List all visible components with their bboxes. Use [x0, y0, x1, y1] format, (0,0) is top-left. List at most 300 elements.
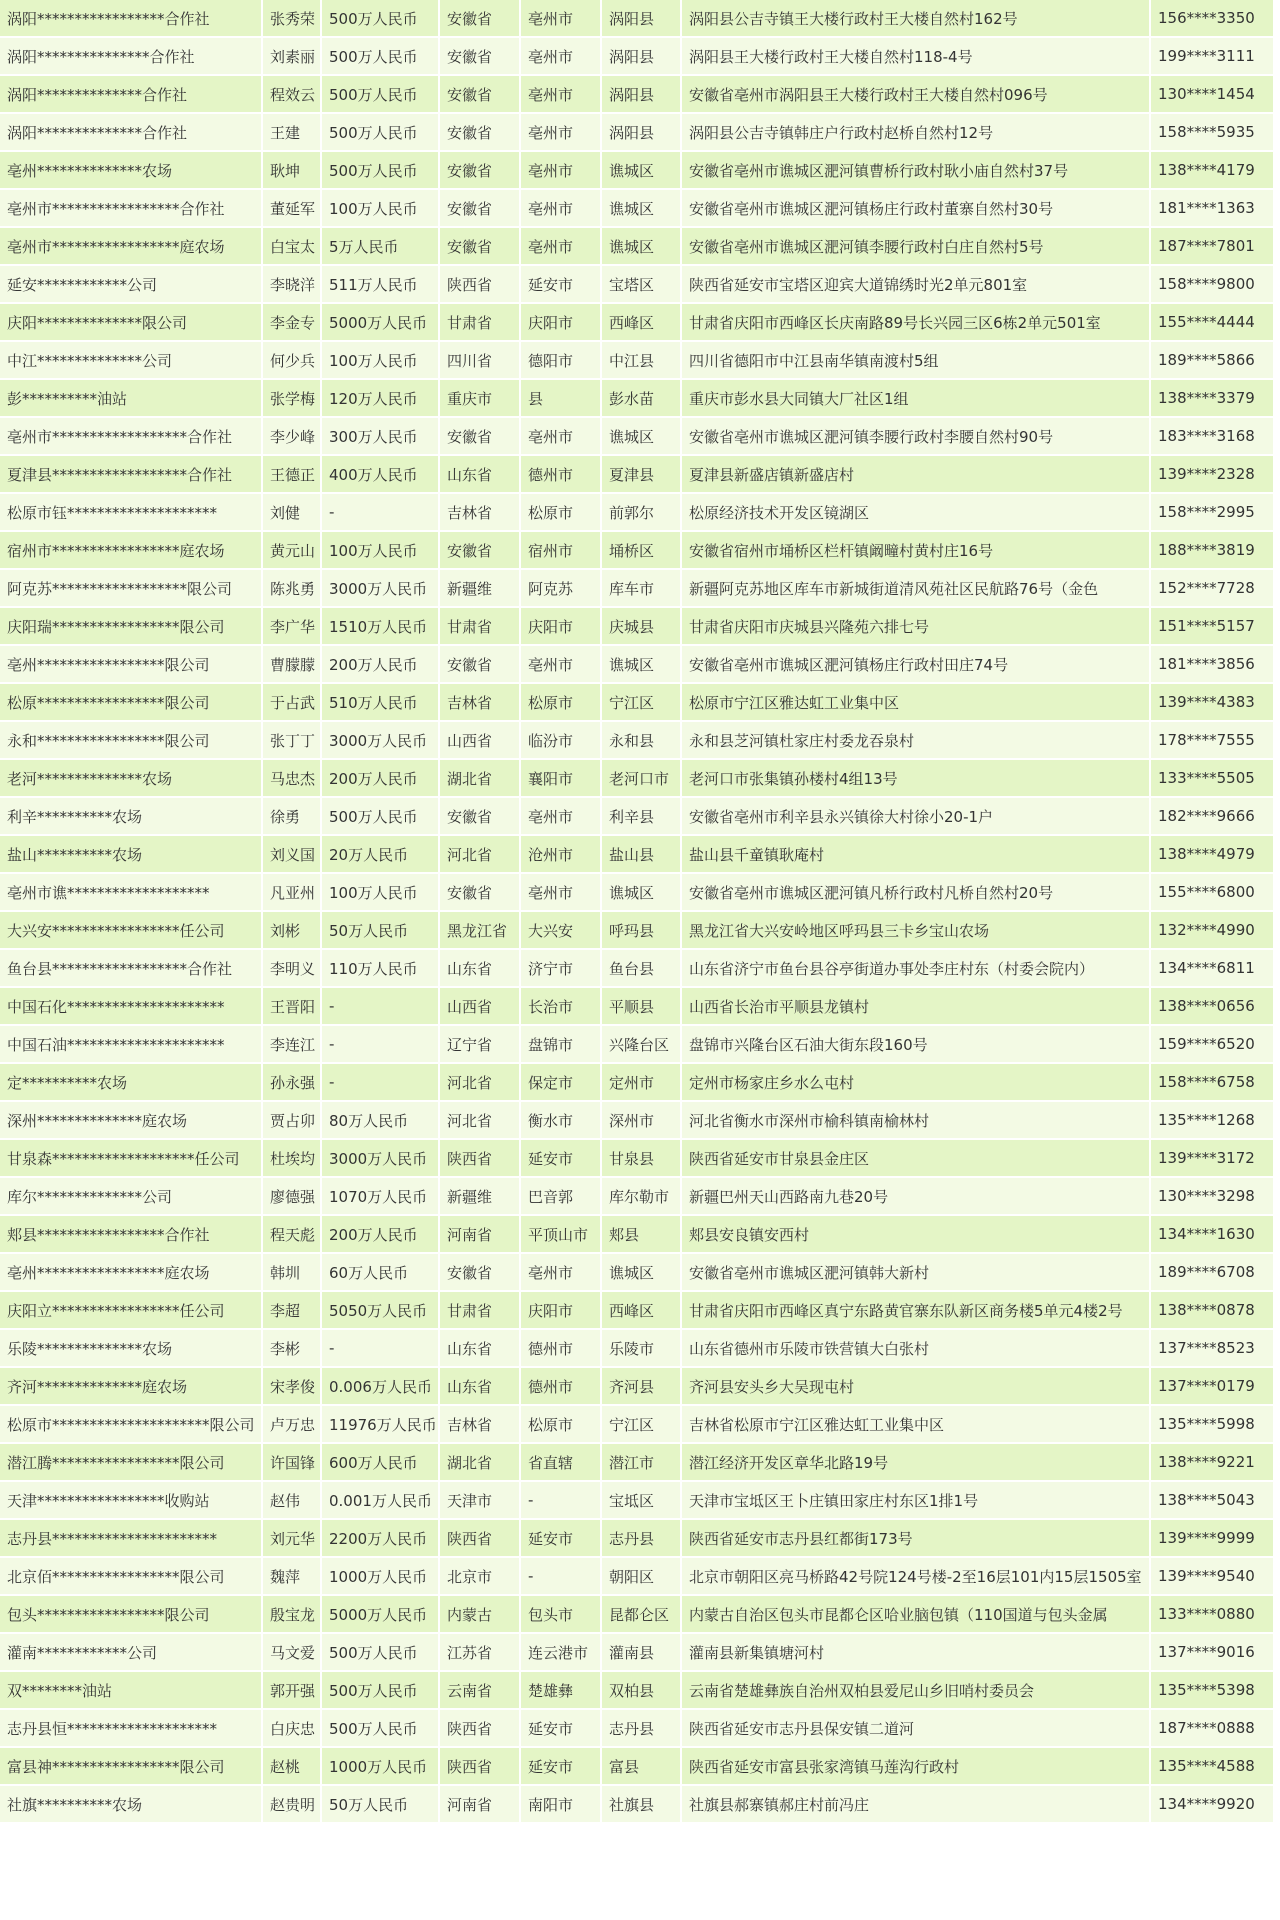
registered-capital-cell: 500万人民币 [322, 1710, 440, 1748]
district-cell: 齐河县 [602, 1368, 682, 1406]
city-cell: 亳州市 [521, 152, 602, 190]
table-row [0, 570, 1275, 608]
province-cell: 辽宁省 [440, 1026, 521, 1064]
district-cell: 定州市 [602, 1064, 682, 1102]
district-cell: 富县 [602, 1748, 682, 1786]
district-cell: 志丹县 [602, 1710, 682, 1748]
table-row [0, 798, 1275, 836]
table-row [0, 266, 1275, 304]
district-cell: 盐山县 [602, 836, 682, 874]
district-cell: 宁江区 [602, 684, 682, 722]
address-cell: 陕西省延安市志丹县红都街173号 [682, 1520, 1151, 1558]
company-name-cell: 志丹县********************** [0, 1520, 263, 1558]
company-name-cell: 松原*****************限公司 [0, 684, 263, 722]
phone-cell: 139****9999 [1151, 1520, 1275, 1558]
phone-cell: 155****6800 [1151, 874, 1275, 912]
city-cell: 巴音郭 [521, 1178, 602, 1216]
address-cell: 内蒙古自治区包头市昆都仑区哈业脑包镇（110国道与包头金属 [682, 1596, 1151, 1634]
province-cell: 天津市 [440, 1482, 521, 1520]
province-cell: 甘肃省 [440, 1292, 521, 1330]
city-cell: 延安市 [521, 1140, 602, 1178]
legal-person-cell: 杜埃均 [263, 1140, 322, 1178]
city-cell: 亳州市 [521, 38, 602, 76]
city-cell: 德阳市 [521, 342, 602, 380]
legal-person-cell: 贾占卯 [263, 1102, 322, 1140]
registered-capital-cell: 0.001万人民币 [322, 1482, 440, 1520]
phone-cell: 135****1268 [1151, 1102, 1275, 1140]
address-cell: 北京市朝阳区亮马桥路42号院124号楼-2至16层101内15层1505室 [682, 1558, 1151, 1596]
company-name-cell: 中国石油********************* [0, 1026, 263, 1064]
registered-capital-cell: 1000万人民币 [322, 1558, 440, 1596]
table-row [0, 1026, 1275, 1064]
company-name-cell: 盐山**********农场 [0, 836, 263, 874]
table-row [0, 1672, 1275, 1710]
province-cell: 陕西省 [440, 266, 521, 304]
phone-cell: 181****3856 [1151, 646, 1275, 684]
district-cell: 埇桥区 [602, 532, 682, 570]
company-name-cell: 松原市*********************限公司 [0, 1406, 263, 1444]
table-row [0, 114, 1275, 152]
registered-capital-cell: - [322, 988, 440, 1026]
address-cell: 盐山县千童镇耿庵村 [682, 836, 1151, 874]
company-name-cell: 老河**************农场 [0, 760, 263, 798]
registered-capital-cell: 3000万人民币 [322, 570, 440, 608]
registered-capital-cell: 511万人民币 [322, 266, 440, 304]
phone-cell: 130****3298 [1151, 1178, 1275, 1216]
phone-cell: 151****5157 [1151, 608, 1275, 646]
city-cell: 县 [521, 380, 602, 418]
company-name-cell: 双********油站 [0, 1672, 263, 1710]
registered-capital-cell: 500万人民币 [322, 38, 440, 76]
district-cell: 谯城区 [602, 874, 682, 912]
phone-cell: 189****5866 [1151, 342, 1275, 380]
phone-cell: 138****0656 [1151, 988, 1275, 1026]
phone-cell: 133****0880 [1151, 1596, 1275, 1634]
legal-person-cell: 刘素丽 [263, 38, 322, 76]
district-cell: 老河口市 [602, 760, 682, 798]
registered-capital-cell: 80万人民币 [322, 1102, 440, 1140]
company-name-cell: 包头*****************限公司 [0, 1596, 263, 1634]
legal-person-cell: 刘义国 [263, 836, 322, 874]
table-row [0, 38, 1275, 76]
legal-person-cell: 刘彬 [263, 912, 322, 950]
registered-capital-cell: - [322, 1330, 440, 1368]
phone-cell: 134****9920 [1151, 1786, 1275, 1824]
table-row [0, 228, 1275, 266]
legal-person-cell: 殷宝龙 [263, 1596, 322, 1634]
registered-capital-cell: 200万人民币 [322, 646, 440, 684]
table-row [0, 1254, 1275, 1292]
province-cell: 安徽省 [440, 38, 521, 76]
province-cell: 山东省 [440, 1368, 521, 1406]
district-cell: 前郭尔 [602, 494, 682, 532]
district-cell: 谯城区 [602, 152, 682, 190]
company-name-cell: 志丹县恒******************** [0, 1710, 263, 1748]
table-row [0, 1558, 1275, 1596]
legal-person-cell: 耿坤 [263, 152, 322, 190]
district-cell: 宝坻区 [602, 1482, 682, 1520]
table-row [0, 190, 1275, 228]
province-cell: 新疆维 [440, 1178, 521, 1216]
legal-person-cell: 黄元山 [263, 532, 322, 570]
registered-capital-cell: 60万人民币 [322, 1254, 440, 1292]
city-cell: 亳州市 [521, 190, 602, 228]
address-cell: 安徽省亳州市谯城区淝河镇杨庄行政村董寨自然村30号 [682, 190, 1151, 228]
phone-cell: 181****1363 [1151, 190, 1275, 228]
address-cell: 河北省衡水市深州市榆科镇南榆林村 [682, 1102, 1151, 1140]
address-cell: 潜江经济开发区章华北路19号 [682, 1444, 1151, 1482]
company-name-cell: 鱼台县******************合作社 [0, 950, 263, 988]
legal-person-cell: 曹朦朦 [263, 646, 322, 684]
table-row [0, 950, 1275, 988]
company-name-cell: 北京佰*****************限公司 [0, 1558, 263, 1596]
address-cell: 山东省济宁市鱼台县谷亭街道办事处李庄村东（村委会院内） [682, 950, 1151, 988]
company-name-cell: 彭**********油站 [0, 380, 263, 418]
address-cell: 涡阳县王大楼行政村王大楼自然村118-4号 [682, 38, 1151, 76]
company-name-cell: 庆阳立*****************任公司 [0, 1292, 263, 1330]
registered-capital-cell: 500万人民币 [322, 1634, 440, 1672]
legal-person-cell: 张学梅 [263, 380, 322, 418]
registered-capital-cell: 500万人民币 [322, 0, 440, 38]
province-cell: 湖北省 [440, 760, 521, 798]
company-name-cell: 庆阳瑞*****************限公司 [0, 608, 263, 646]
province-cell: 河南省 [440, 1216, 521, 1254]
phone-cell: 135****5398 [1151, 1672, 1275, 1710]
province-cell: 山东省 [440, 950, 521, 988]
registered-capital-cell: - [322, 1026, 440, 1064]
table-row [0, 1748, 1275, 1786]
registered-capital-cell: 50万人民币 [322, 1786, 440, 1824]
district-cell: 永和县 [602, 722, 682, 760]
city-cell: 庆阳市 [521, 304, 602, 342]
phone-cell: 159****6520 [1151, 1026, 1275, 1064]
district-cell: 彭水苗 [602, 380, 682, 418]
address-cell: 天津市宝坻区王卜庄镇田家庄村东区1排1号 [682, 1482, 1151, 1520]
registered-capital-cell: 500万人民币 [322, 114, 440, 152]
phone-cell: 178****7555 [1151, 722, 1275, 760]
phone-cell: 189****6708 [1151, 1254, 1275, 1292]
company-name-cell: 深州**************庭农场 [0, 1102, 263, 1140]
city-cell: 松原市 [521, 1406, 602, 1444]
legal-person-cell: 李少峰 [263, 418, 322, 456]
table-row [0, 1444, 1275, 1482]
company-name-cell: 亳州**************农场 [0, 152, 263, 190]
province-cell: 安徽省 [440, 76, 521, 114]
district-cell: 涡阳县 [602, 38, 682, 76]
address-cell: 齐河县安头乡大吴现屯村 [682, 1368, 1151, 1406]
address-cell: 安徽省亳州市涡阳县王大楼行政村王大楼自然村096号 [682, 76, 1151, 114]
legal-person-cell: 许国锋 [263, 1444, 322, 1482]
company-name-cell: 夏津县******************合作社 [0, 456, 263, 494]
phone-cell: 152****7728 [1151, 570, 1275, 608]
city-cell: - [521, 1558, 602, 1596]
province-cell: 陕西省 [440, 1710, 521, 1748]
district-cell: 宁江区 [602, 1406, 682, 1444]
company-name-cell: 富县神*****************限公司 [0, 1748, 263, 1786]
district-cell: 涡阳县 [602, 76, 682, 114]
company-name-cell: 亳州市谯******************* [0, 874, 263, 912]
province-cell: 新疆维 [440, 570, 521, 608]
table-row [0, 0, 1275, 38]
legal-person-cell: 马忠杰 [263, 760, 322, 798]
table-row [0, 760, 1275, 798]
address-cell: 灌南县新集镇塘河村 [682, 1634, 1151, 1672]
registered-capital-cell: 5000万人民币 [322, 304, 440, 342]
district-cell: 涡阳县 [602, 0, 682, 38]
phone-cell: 158****6758 [1151, 1064, 1275, 1102]
legal-person-cell: 白庆忠 [263, 1710, 322, 1748]
legal-person-cell: 赵贵明 [263, 1786, 322, 1824]
table-row [0, 342, 1275, 380]
city-cell: 长治市 [521, 988, 602, 1026]
table-row [0, 152, 1275, 190]
registered-capital-cell: 200万人民币 [322, 760, 440, 798]
district-cell: 鱼台县 [602, 950, 682, 988]
city-cell: 德州市 [521, 1368, 602, 1406]
table-row [0, 1102, 1275, 1140]
city-cell: 松原市 [521, 684, 602, 722]
city-cell: 亳州市 [521, 418, 602, 456]
city-cell: 包头市 [521, 1596, 602, 1634]
phone-cell: 137****8523 [1151, 1330, 1275, 1368]
phone-cell: 133****5505 [1151, 760, 1275, 798]
legal-person-cell: 卢万忠 [263, 1406, 322, 1444]
address-cell: 新疆巴州天山西路南九巷20号 [682, 1178, 1151, 1216]
address-cell: 涡阳县公吉寺镇王大楼行政村王大楼自然村162号 [682, 0, 1151, 38]
district-cell: 呼玛县 [602, 912, 682, 950]
registered-capital-cell: 3000万人民币 [322, 722, 440, 760]
company-name-cell: 利辛**********农场 [0, 798, 263, 836]
phone-cell: 183****3168 [1151, 418, 1275, 456]
province-cell: 山西省 [440, 722, 521, 760]
company-name-cell: 库尔**************公司 [0, 1178, 263, 1216]
address-cell: 社旗县郝寨镇郝庄村前冯庄 [682, 1786, 1151, 1824]
address-cell: 黑龙江省大兴安岭地区呼玛县三卡乡宝山农场 [682, 912, 1151, 950]
registered-capital-cell: 500万人民币 [322, 152, 440, 190]
city-cell: 阿克苏 [521, 570, 602, 608]
legal-person-cell: 董延军 [263, 190, 322, 228]
legal-person-cell: 张秀荣 [263, 0, 322, 38]
city-cell: 连云港市 [521, 1634, 602, 1672]
city-cell: 亳州市 [521, 646, 602, 684]
province-cell: 内蒙古 [440, 1596, 521, 1634]
registered-capital-cell: 5000万人民币 [322, 1596, 440, 1634]
address-cell: 陕西省延安市志丹县保安镇二道河 [682, 1710, 1151, 1748]
district-cell: 深州市 [602, 1102, 682, 1140]
province-cell: 安徽省 [440, 646, 521, 684]
legal-person-cell: 王晋阳 [263, 988, 322, 1026]
table-row [0, 76, 1275, 114]
registered-capital-cell: 510万人民币 [322, 684, 440, 722]
address-cell: 松原市宁江区雅达虹工业集中区 [682, 684, 1151, 722]
table-row [0, 380, 1275, 418]
registered-capital-cell: 50万人民币 [322, 912, 440, 950]
city-cell: 亳州市 [521, 228, 602, 266]
province-cell: 陕西省 [440, 1520, 521, 1558]
table-row [0, 988, 1275, 1026]
district-cell: 昆都仑区 [602, 1596, 682, 1634]
registered-capital-cell: 400万人民币 [322, 456, 440, 494]
address-cell: 定州市杨家庄乡水么屯村 [682, 1064, 1151, 1102]
phone-cell: 134****6811 [1151, 950, 1275, 988]
table-row [0, 1064, 1275, 1102]
registered-capital-cell: 0.006万人民币 [322, 1368, 440, 1406]
phone-cell: 139****4383 [1151, 684, 1275, 722]
city-cell: 亳州市 [521, 874, 602, 912]
address-cell: 山西省长治市平顺县龙镇村 [682, 988, 1151, 1026]
province-cell: 云南省 [440, 1672, 521, 1710]
company-name-cell: 郏县*****************合作社 [0, 1216, 263, 1254]
district-cell: 谯城区 [602, 228, 682, 266]
table-row [0, 912, 1275, 950]
legal-person-cell: 李广华 [263, 608, 322, 646]
phone-cell: 138****4179 [1151, 152, 1275, 190]
address-cell: 重庆市彭水县大同镇大厂社区1组 [682, 380, 1151, 418]
legal-person-cell: 李连江 [263, 1026, 322, 1064]
district-cell: 库尔勒市 [602, 1178, 682, 1216]
registered-capital-cell: - [322, 1064, 440, 1102]
legal-person-cell: 赵桃 [263, 1748, 322, 1786]
registered-capital-cell: 600万人民币 [322, 1444, 440, 1482]
company-name-cell: 社旗**********农场 [0, 1786, 263, 1824]
registered-capital-cell: 500万人民币 [322, 1672, 440, 1710]
registered-capital-cell: 11976万人民币 [322, 1406, 440, 1444]
legal-person-cell: 李晓洋 [263, 266, 322, 304]
province-cell: 安徽省 [440, 152, 521, 190]
company-name-cell: 涡阳***************合作社 [0, 38, 263, 76]
address-cell: 山东省德州市乐陵市铁营镇大白张村 [682, 1330, 1151, 1368]
province-cell: 黑龙江省 [440, 912, 521, 950]
city-cell: 济宁市 [521, 950, 602, 988]
phone-cell: 138****3379 [1151, 380, 1275, 418]
company-name-cell: 涡阳**************合作社 [0, 114, 263, 152]
registered-capital-cell: 5050万人民币 [322, 1292, 440, 1330]
table-row [0, 532, 1275, 570]
registered-capital-cell: 20万人民币 [322, 836, 440, 874]
address-cell: 安徽省亳州市谯城区淝河镇韩大新村 [682, 1254, 1151, 1292]
city-cell: 延安市 [521, 266, 602, 304]
address-cell: 吉林省松原市宁江区雅达虹工业集中区 [682, 1406, 1151, 1444]
address-cell: 郏县安良镇安西村 [682, 1216, 1151, 1254]
table-row [0, 1178, 1275, 1216]
province-cell: 安徽省 [440, 0, 521, 38]
city-cell: 保定市 [521, 1064, 602, 1102]
address-cell: 安徽省亳州市谯城区淝河镇杨庄行政村田庄74号 [682, 646, 1151, 684]
province-cell: 河北省 [440, 1064, 521, 1102]
district-cell: 谯城区 [602, 418, 682, 456]
province-cell: 安徽省 [440, 532, 521, 570]
district-cell: 志丹县 [602, 1520, 682, 1558]
phone-cell: 188****3819 [1151, 532, 1275, 570]
phone-cell: 134****1630 [1151, 1216, 1275, 1254]
legal-person-cell: 魏萍 [263, 1558, 322, 1596]
registered-capital-cell: 500万人民币 [322, 76, 440, 114]
table-row [0, 684, 1275, 722]
legal-person-cell: 韩圳 [263, 1254, 322, 1292]
company-name-cell: 乐陵**************农场 [0, 1330, 263, 1368]
city-cell: 宿州市 [521, 532, 602, 570]
province-cell: 湖北省 [440, 1444, 521, 1482]
company-name-cell: 涡阳**************合作社 [0, 76, 263, 114]
legal-person-cell: 于占武 [263, 684, 322, 722]
province-cell: 甘肃省 [440, 304, 521, 342]
city-cell: 临汾市 [521, 722, 602, 760]
city-cell: 亳州市 [521, 76, 602, 114]
table-row [0, 1292, 1275, 1330]
company-name-cell: 松原市钰******************** [0, 494, 263, 532]
registered-capital-cell: 100万人民币 [322, 874, 440, 912]
legal-person-cell: 孙永强 [263, 1064, 322, 1102]
city-cell: 松原市 [521, 494, 602, 532]
province-cell: 江苏省 [440, 1634, 521, 1672]
company-name-cell: 亳州市*****************庭农场 [0, 228, 263, 266]
district-cell: 兴隆台区 [602, 1026, 682, 1064]
registered-capital-cell: 500万人民币 [322, 798, 440, 836]
district-cell: 谯城区 [602, 190, 682, 228]
district-cell: 乐陵市 [602, 1330, 682, 1368]
address-cell: 陕西省延安市富县张家湾镇马莲沟行政村 [682, 1748, 1151, 1786]
city-cell: 平顶山市 [521, 1216, 602, 1254]
company-name-cell: 潜江腾*****************限公司 [0, 1444, 263, 1482]
province-cell: 山东省 [440, 456, 521, 494]
city-cell: 亳州市 [521, 114, 602, 152]
table-row [0, 608, 1275, 646]
company-name-cell: 中国石化********************* [0, 988, 263, 1026]
table-row [0, 494, 1275, 532]
legal-person-cell: 刘健 [263, 494, 322, 532]
district-cell: 中江县 [602, 342, 682, 380]
table-row [0, 1634, 1275, 1672]
table-row [0, 1406, 1275, 1444]
city-cell: 延安市 [521, 1520, 602, 1558]
registered-capital-cell: - [322, 494, 440, 532]
table-row [0, 456, 1275, 494]
phone-cell: 138****4979 [1151, 836, 1275, 874]
company-name-cell: 永和*****************限公司 [0, 722, 263, 760]
province-cell: 山东省 [440, 1330, 521, 1368]
company-name-cell: 宿州市*****************庭农场 [0, 532, 263, 570]
legal-person-cell: 白宝太 [263, 228, 322, 266]
district-cell: 夏津县 [602, 456, 682, 494]
city-cell: 省直辖 [521, 1444, 602, 1482]
district-cell: 郏县 [602, 1216, 682, 1254]
legal-person-cell: 赵伟 [263, 1482, 322, 1520]
table-row [0, 646, 1275, 684]
registered-capital-cell: 1070万人民币 [322, 1178, 440, 1216]
registered-capital-cell: 200万人民币 [322, 1216, 440, 1254]
address-cell: 安徽省亳州市谯城区淝河镇曹桥行政村耿小庙自然村37号 [682, 152, 1151, 190]
city-cell: 德州市 [521, 1330, 602, 1368]
address-cell: 涡阳县公吉寺镇韩庄户行政村赵桥自然村12号 [682, 114, 1151, 152]
registered-capital-cell: 120万人民币 [322, 380, 440, 418]
address-cell: 松原经济技术开发区镜湖区 [682, 494, 1151, 532]
city-cell: 亳州市 [521, 1254, 602, 1292]
company-name-cell: 灌南************公司 [0, 1634, 263, 1672]
address-cell: 盘锦市兴隆台区石油大街东段160号 [682, 1026, 1151, 1064]
legal-person-cell: 何少兵 [263, 342, 322, 380]
company-name-cell: 中江**************公司 [0, 342, 263, 380]
legal-person-cell: 李超 [263, 1292, 322, 1330]
province-cell: 甘肃省 [440, 608, 521, 646]
table-row [0, 1216, 1275, 1254]
district-cell: 朝阳区 [602, 1558, 682, 1596]
company-name-cell: 延安************公司 [0, 266, 263, 304]
city-cell: 延安市 [521, 1710, 602, 1748]
province-cell: 陕西省 [440, 1748, 521, 1786]
company-name-cell: 天津*****************收购站 [0, 1482, 263, 1520]
address-cell: 安徽省亳州市谯城区淝河镇李腰行政村白庄自然村5号 [682, 228, 1151, 266]
phone-cell: 135****5998 [1151, 1406, 1275, 1444]
